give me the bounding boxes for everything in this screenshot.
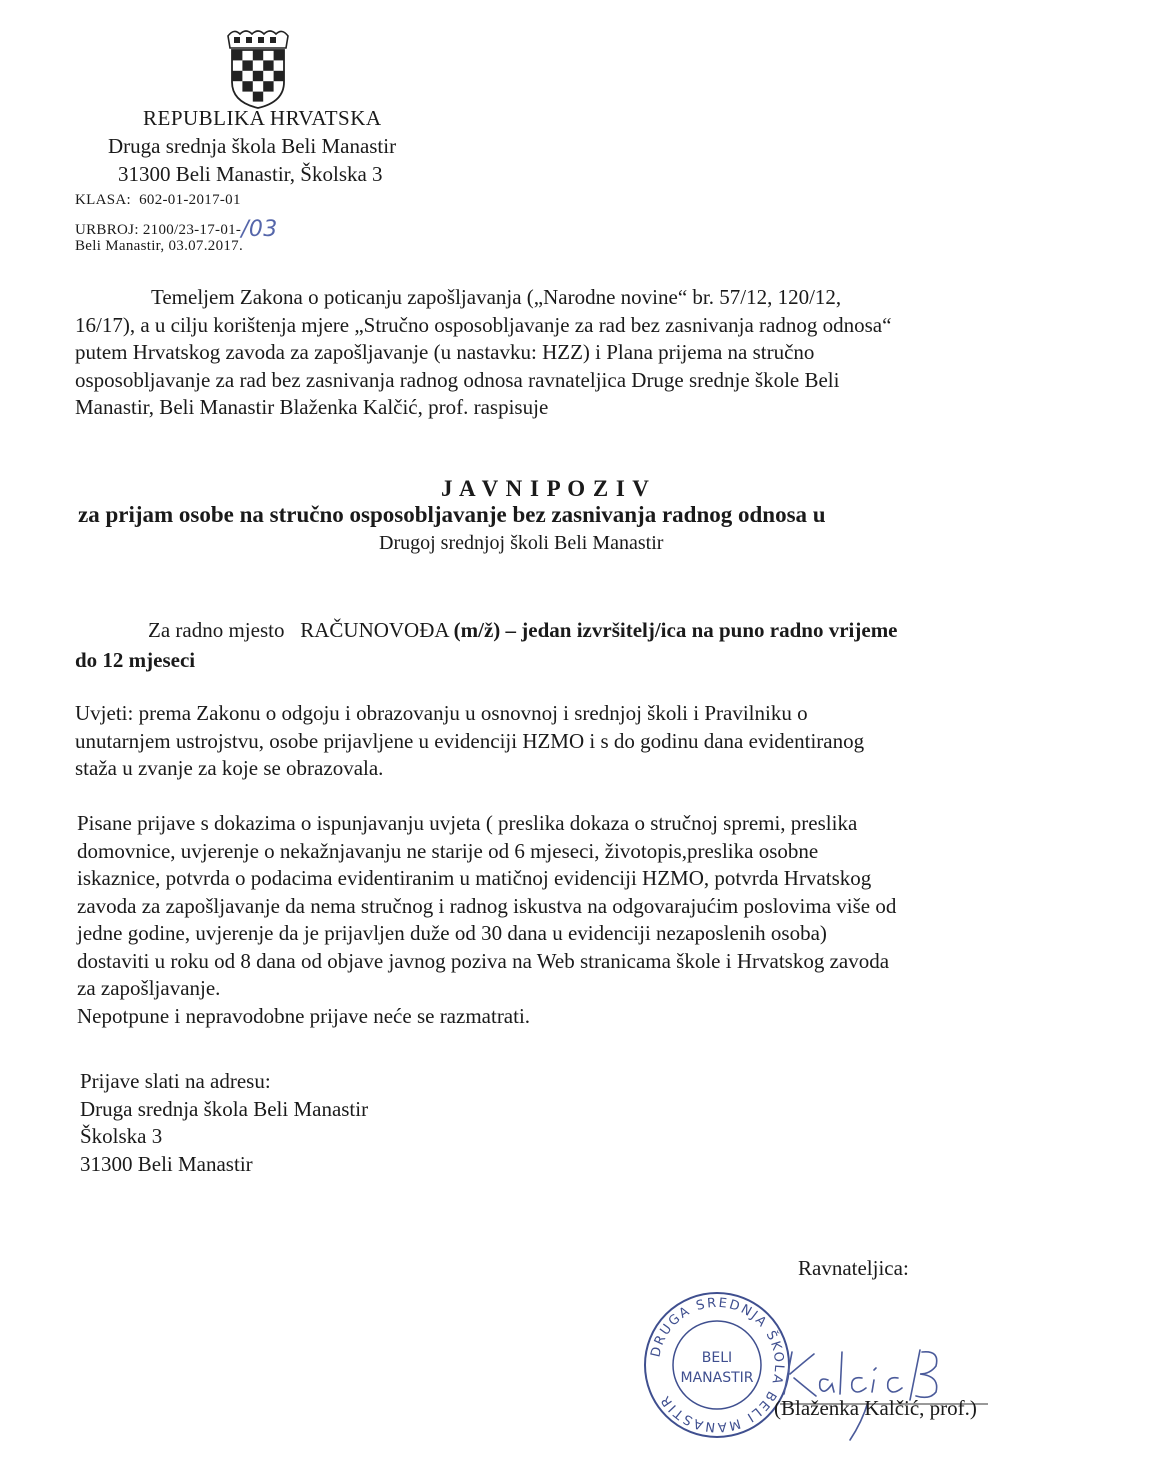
- country-name: REPUBLIKA HRVATSKA: [143, 106, 382, 130]
- intro-line: Temeljem Zakona o poticanju zapošljavanja („Narodne novine“ br. 57/12, 120/12,: [151, 285, 842, 309]
- urbroj-value: 2100/23-17-01-: [142, 222, 242, 238]
- place-date: Beli Manastir, 03.07.2017.: [75, 238, 244, 254]
- handwritten-signature: [770, 1322, 990, 1442]
- signatory-name: (Blaženka Kalčić, prof.): [774, 1396, 977, 1420]
- klasa-label: KLASA:: [75, 192, 131, 208]
- conditions-line: staža u zvanje za koje se obrazovala.: [75, 756, 384, 780]
- applications-paragraph: [77, 810, 896, 1030]
- urbroj-label: URBROJ:: [75, 222, 139, 238]
- document-title: J A V N I P O Z I V: [441, 476, 650, 501]
- stamp-center-1: BELI: [701, 1350, 733, 1366]
- position-duration: do 12 mjeseci: [75, 648, 196, 672]
- applications-line: za zapošljavanje.: [77, 976, 221, 1000]
- send-to-line: Prijave slati na adresu:: [80, 1069, 271, 1093]
- intro-line: putem Hrvatskog zavoda za zapošljavanje (u nastavku: HZZ) i Plana prijema na stručno: [75, 340, 815, 364]
- klasa-line: [75, 192, 241, 209]
- school-address: 31300 Beli Manastir, Školska 3: [118, 162, 383, 186]
- applications-line: Pisane prijave s dokazima o ispunjavanju uvjeta ( preslika dokaza o stručnoj spremi, preslika: [77, 811, 858, 835]
- croatian-coat-of-arms-icon: [222, 28, 294, 110]
- conditions-line: Uvjeti: prema Zakonu o odgoju i obrazovanju u osnovnoj i srednjoj školi i Pravilniku o: [75, 701, 808, 725]
- conditions-line: unutarnjem ustrojstvu, osobe prijavljene u evidenciji HZMO i s do godinu dana evidentiranog: [75, 728, 865, 753]
- send-to-line: Druga srednja škola Beli Manastir: [80, 1096, 369, 1121]
- intro-line: Manastir, Beli Manastir Blaženka Kalčić, prof. raspisuje: [75, 395, 549, 419]
- document-subtitle: za prijam osobe na stručno osposobljavanje bez zasnivanja radnog odnosa u: [78, 502, 826, 527]
- intro-line: 16/17), a u cilju korištenja mjere „Stručno osposobljavanje za rad bez zasnivanja radnog odnosa“: [75, 312, 892, 337]
- signatory-role: Ravnateljica:: [798, 1256, 909, 1280]
- position-line: [148, 618, 898, 643]
- school-name: Druga srednja škola Beli Manastir: [108, 134, 397, 158]
- send-to-line: Školska 3: [80, 1124, 163, 1148]
- conditions-paragraph: [75, 700, 864, 783]
- position-name: RAČUNOVOĐA: [300, 618, 449, 642]
- stamp-outer-text: DRUGA SREDNJA ŠKOLA BELI MANASTIR: [648, 1295, 787, 1435]
- send-to-line: 31300 Beli Manastir: [80, 1151, 253, 1176]
- applications-line: iskaznice, potvrda o podacima evidentiranim u matičnoj evidenciji HZMO, potvrda Hrvatskog: [77, 866, 872, 890]
- urbroj-handwritten: /03: [241, 217, 278, 242]
- klasa-value: 602-01-2017-01: [139, 192, 241, 208]
- applications-line: domovnice, uvjerenje o nekažnjavanju ne starije od 6 mjeseci, životopis,preslika osobne: [77, 838, 819, 863]
- position-details: (m/ž) – jedan izvršitelj/ica na puno radno vrijeme: [453, 618, 898, 642]
- applications-line: jedne godine, uvjerenje da je prijavljen duže od 30 dana u evidenciji nezaposlenih osoba): [77, 921, 827, 945]
- applications-line: zavoda za zapošljavanje da nema stručnog i radnog iskustva na odgovarajućim poslovima više od: [77, 893, 897, 918]
- document-subtitle-2: Drugoj srednjoj školi Beli Manastir: [379, 532, 664, 554]
- applications-line: Nepotpune i nepravodobne prijave neće se razmatrati.: [77, 1003, 531, 1028]
- intro-paragraph: [75, 284, 891, 422]
- send-to-address: [80, 1068, 368, 1178]
- intro-line: osposobljavanje za rad bez zasnivanja radnog odnosa ravnateljica Druge srednje škole Beli: [75, 367, 840, 392]
- position-prefix: Za radno mjesto: [148, 618, 285, 642]
- applications-line: dostaviti u roku od 8 dana od objave javnog poziva na Web stranicama škole i Hrvatskog zavoda: [77, 948, 890, 973]
- urbroj-line: [75, 215, 278, 240]
- stamp-center-2: MANASTIR: [680, 1370, 754, 1386]
